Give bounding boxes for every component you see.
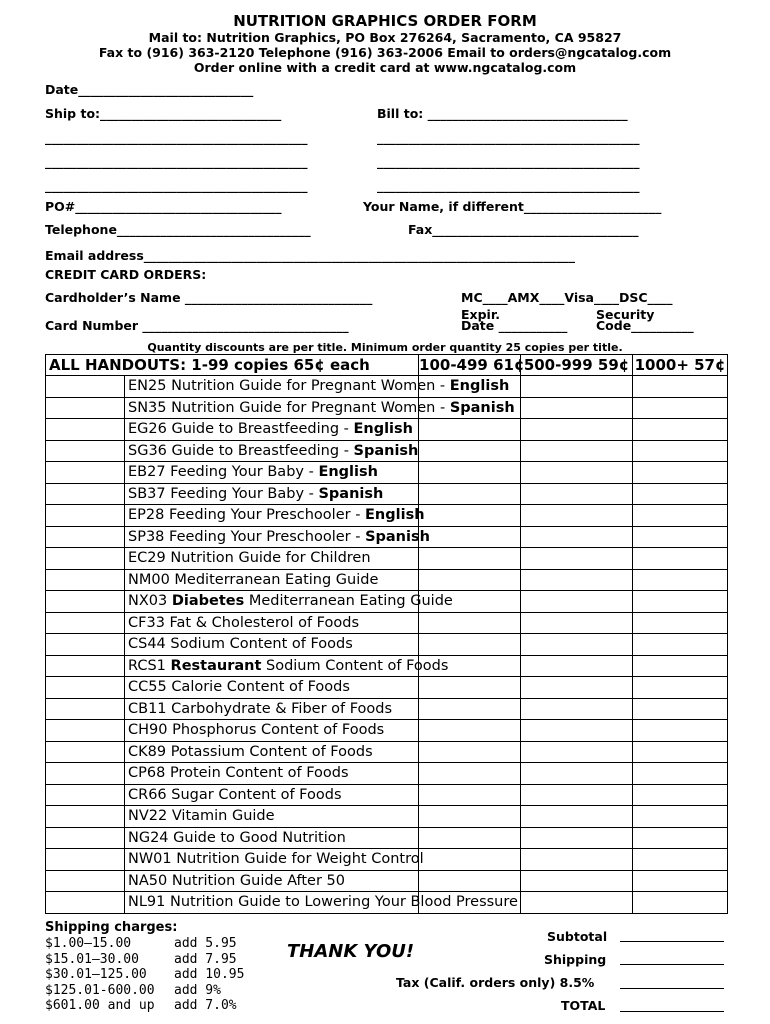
subtotal-input[interactable] <box>620 928 724 942</box>
handout-title-pre: Protein Content of Foods <box>169 765 349 782</box>
table-row <box>46 376 728 398</box>
price-tier-cell[interactable] <box>521 376 633 398</box>
total-label: TOTAL <box>561 998 606 1013</box>
price-tier-cell[interactable] <box>633 870 728 892</box>
price-tier-cell[interactable] <box>419 741 521 763</box>
quantity-cell[interactable] <box>46 698 125 720</box>
shipping-range: $601.00 and up <box>45 998 155 1014</box>
quantity-cell[interactable] <box>46 526 125 548</box>
shipping-range: $15.01–30.00 <box>45 951 139 967</box>
table-row <box>46 526 728 548</box>
handout-title-bold: Spanish <box>353 442 419 459</box>
contact-line: Fax to (916) 363-2120 Telephone (916) 363-2006 Email to orders@ngcatalog.com <box>98 45 672 60</box>
shipping-input[interactable] <box>620 951 724 965</box>
title-cell <box>125 634 419 656</box>
price-tier-cell[interactable] <box>419 634 521 656</box>
title-cell <box>125 849 424 871</box>
ship-to-field[interactable]: Ship to:_____________________________ <box>45 106 282 121</box>
handout-code: CB11 <box>128 700 167 717</box>
table-row <box>46 548 728 570</box>
handout-code: EN25 <box>128 378 167 395</box>
handout-code: NW01 <box>128 851 172 868</box>
handout-title-bold: English <box>449 378 510 395</box>
header-1000-plus: 1000+ 57¢ <box>633 355 728 376</box>
price-tier-cell[interactable] <box>521 440 633 462</box>
quantity-cell[interactable] <box>46 720 125 742</box>
price-tier-cell[interactable] <box>633 741 728 763</box>
shipping-add: add 7.95 <box>174 951 237 967</box>
handout-code: CS44 <box>128 636 166 653</box>
quantity-cell[interactable] <box>46 612 125 634</box>
price-tier-cell[interactable] <box>633 698 728 720</box>
price-tier-cell[interactable] <box>633 763 728 785</box>
price-tier-cell[interactable] <box>633 806 728 828</box>
handout-title-bold: English <box>353 421 413 438</box>
handout-title-pre: Guide to Good Nutrition <box>173 829 346 846</box>
handout-code: NM00 <box>128 571 170 588</box>
title-cell <box>125 569 419 591</box>
handout-title-pre: Feeding Your Preschooler - <box>169 528 366 545</box>
handout-title-bold: Spanish <box>318 485 384 502</box>
quantity-cell[interactable] <box>46 548 125 570</box>
handout-title-bold: Restaurant <box>170 657 262 674</box>
table-row <box>46 612 728 634</box>
title-cell <box>125 655 449 677</box>
price-tier-cell[interactable] <box>633 655 728 677</box>
handout-title-pre: Nutrition Guide for Weight Control <box>176 851 424 868</box>
tax-label: Tax (Calif. orders only) 8.5% <box>396 975 595 990</box>
mail-address: Mail to: Nutrition Graphics, PO Box 276264, Sacramento, CA 95827 <box>148 30 622 45</box>
title-cell <box>125 483 419 505</box>
title-cell <box>125 741 419 763</box>
price-tier-cell[interactable] <box>521 827 633 849</box>
table-row <box>46 677 728 699</box>
handout-code: EP28 <box>128 507 165 524</box>
table-row <box>46 784 728 806</box>
price-tier-cell[interactable] <box>419 849 521 871</box>
price-tier-cell[interactable] <box>633 526 728 548</box>
price-tier-cell[interactable] <box>521 892 633 914</box>
handout-title-bold: Spanish <box>365 528 430 545</box>
title-cell <box>125 827 419 849</box>
bill-to-line-4[interactable]: __________________________________________ <box>377 178 640 193</box>
bill-to-line-2[interactable]: __________________________________________ <box>377 130 640 145</box>
table-row <box>46 870 728 892</box>
card-number-field[interactable]: Card Number _________________________________ <box>45 318 349 333</box>
handout-title-post: Sodium Content of Foods <box>261 657 449 674</box>
shipping-range: $30.01–125.00 <box>45 967 147 983</box>
handout-title-pre: Nutrition Guide After 50 <box>171 872 345 889</box>
handout-title-pre: Mediterranean Eating Guide <box>174 571 379 588</box>
title-cell <box>125 397 515 419</box>
price-tier-cell[interactable] <box>419 870 521 892</box>
handout-title-bold: Spanish <box>449 399 515 416</box>
handout-code: CP68 <box>128 765 166 782</box>
quantity-cell[interactable] <box>46 892 125 914</box>
handout-title-pre: Nutrition Guide for Pregnant Women - <box>171 399 450 416</box>
table-row <box>46 440 728 462</box>
price-tier-cell[interactable] <box>521 634 633 656</box>
shipping-range: $125.01-600.00 <box>45 982 155 998</box>
discount-note: Quantity discounts are per title. Minimum order quantity 25 copies per title. <box>147 341 623 354</box>
handout-title-pre: Fat & Cholesterol of Foods <box>169 614 359 631</box>
handout-code: EC29 <box>128 550 166 567</box>
handout-code: EB27 <box>128 464 166 481</box>
price-tier-cell[interactable] <box>521 784 633 806</box>
security-code-field[interactable]: Code__________ <box>596 318 694 333</box>
price-tier-cell[interactable] <box>521 763 633 785</box>
price-tier-cell[interactable] <box>521 849 633 871</box>
quantity-cell[interactable] <box>46 655 125 677</box>
price-tier-cell[interactable] <box>633 612 728 634</box>
handout-code: CK89 <box>128 743 167 760</box>
cardholder-field[interactable]: Cardholder’s Name ______________________________ <box>45 290 373 305</box>
handout-code: NA50 <box>128 872 168 889</box>
fax-field[interactable]: Fax_________________________________ <box>408 222 639 237</box>
price-tier-cell[interactable] <box>419 483 521 505</box>
handout-title-pre: Feeding Your Baby - <box>170 464 319 481</box>
title-cell <box>125 870 419 892</box>
handout-title-pre: Sugar Content of Foods <box>171 786 342 803</box>
quantity-cell[interactable] <box>46 870 125 892</box>
price-tier-cell[interactable] <box>419 419 521 441</box>
shipping-range: $1.00–15.00 <box>45 936 132 951</box>
table-row <box>46 591 728 613</box>
total-input[interactable] <box>620 998 724 1012</box>
price-tier-cell[interactable] <box>633 440 728 462</box>
title-cell <box>125 376 510 398</box>
handout-title-pre: Sodium Content of Foods <box>170 636 353 653</box>
price-tier-cell[interactable] <box>633 462 728 484</box>
table-row <box>46 505 728 527</box>
shipping-add: add 9% <box>174 982 221 998</box>
handout-code: EG26 <box>128 421 167 438</box>
title-cell <box>125 505 425 527</box>
order-table <box>45 354 728 914</box>
price-tier-cell[interactable] <box>419 526 521 548</box>
table-row <box>46 569 728 591</box>
title-cell <box>125 784 419 806</box>
price-tier-cell[interactable] <box>521 870 633 892</box>
table-row <box>46 849 728 871</box>
ship-to-line-4[interactable]: __________________________________________ <box>45 178 308 193</box>
table-row <box>46 634 728 656</box>
bill-to-field[interactable]: Bill to: ________________________________ <box>377 106 628 121</box>
table-row <box>46 397 728 419</box>
price-tier-cell[interactable] <box>633 634 728 656</box>
form-title: NUTRITION GRAPHICS ORDER FORM <box>233 12 537 30</box>
handout-title-bold: Diabetes <box>171 593 245 610</box>
header-all-handouts: ALL HANDOUTS: 1-99 copies 65¢ each <box>46 355 419 376</box>
table-row <box>46 655 728 677</box>
quantity-cell[interactable] <box>46 505 125 527</box>
online-order-line: Order online with a credit card at www.ngcatalog.com <box>193 60 577 75</box>
quantity-cell[interactable] <box>46 440 125 462</box>
price-tier-cell[interactable] <box>521 419 633 441</box>
title-cell <box>125 677 419 699</box>
price-tier-cell[interactable] <box>419 548 521 570</box>
expir-date-field[interactable]: Date ___________ <box>461 318 568 333</box>
handout-title-pre: Guide to Breastfeeding - <box>171 442 354 459</box>
price-tier-cell[interactable] <box>419 440 521 462</box>
po-field[interactable]: PO#_________________________________ <box>45 199 282 214</box>
price-tier-cell[interactable] <box>521 462 633 484</box>
title-cell <box>125 526 430 548</box>
handout-title-pre: Phosphorus Content of Foods <box>172 722 385 739</box>
price-tier-cell[interactable] <box>633 849 728 871</box>
security-label: Security <box>596 307 655 322</box>
table-row <box>46 892 728 914</box>
table-row <box>46 698 728 720</box>
price-tier-cell[interactable] <box>521 505 633 527</box>
handout-title-pre: Carbohydrate & Fiber of Foods <box>171 700 393 717</box>
handout-code: CC55 <box>128 679 167 696</box>
quantity-cell[interactable] <box>46 569 125 591</box>
title-cell <box>125 591 453 613</box>
handout-code: SB37 <box>128 485 166 502</box>
quantity-cell[interactable] <box>46 741 125 763</box>
email-field[interactable]: Email address_____________________________________________________________________ <box>45 248 576 263</box>
title-cell <box>125 462 419 484</box>
price-tier-cell[interactable] <box>633 505 728 527</box>
table-row <box>46 741 728 763</box>
price-tier-cell[interactable] <box>419 505 521 527</box>
handout-code: SP38 <box>128 528 165 545</box>
price-tier-cell[interactable] <box>521 591 633 613</box>
handout-code: CF33 <box>128 614 165 631</box>
price-tier-cell[interactable] <box>633 720 728 742</box>
price-tier-cell[interactable] <box>633 827 728 849</box>
price-tier-cell[interactable] <box>419 784 521 806</box>
price-tier-cell[interactable] <box>521 397 633 419</box>
shipping-add: add 7.0% <box>174 998 237 1014</box>
table-row <box>46 462 728 484</box>
your-name-field[interactable]: Your Name, if different______________________ <box>363 199 662 214</box>
handout-title-bold: English <box>318 464 378 481</box>
price-tier-cell[interactable] <box>633 784 728 806</box>
header-500-999: 500-999 59¢ <box>521 355 633 376</box>
quantity-cell[interactable] <box>46 591 125 613</box>
price-tier-cell[interactable] <box>419 827 521 849</box>
quantity-cell[interactable] <box>46 806 125 828</box>
expir-label: Expir. <box>461 307 500 322</box>
handout-code: SG36 <box>128 442 167 459</box>
price-tier-cell[interactable] <box>419 806 521 828</box>
handout-code: RCS1 <box>128 657 166 674</box>
price-tier-cell[interactable] <box>521 720 633 742</box>
tax-input[interactable] <box>620 975 724 989</box>
card-type-field[interactable]: MC____AMX____Visa____DSC____ <box>461 290 673 305</box>
title-cell <box>125 612 419 634</box>
price-tier-cell[interactable] <box>633 677 728 699</box>
table-row <box>46 806 728 828</box>
price-tier-cell[interactable] <box>419 462 521 484</box>
title-cell <box>125 763 419 785</box>
price-tier-cell[interactable] <box>633 483 728 505</box>
handout-title-pre: Nutrition Guide to Lowering Your Blood Pressure <box>170 894 518 911</box>
quantity-cell[interactable] <box>46 376 125 398</box>
price-tier-cell[interactable] <box>419 763 521 785</box>
price-tier-cell[interactable] <box>419 569 521 591</box>
price-tier-cell[interactable] <box>419 612 521 634</box>
quantity-cell[interactable] <box>46 827 125 849</box>
title-cell <box>125 548 419 570</box>
handout-code: NV22 <box>128 808 168 825</box>
table-row <box>46 483 728 505</box>
price-tier-cell[interactable] <box>419 698 521 720</box>
handout-code: CH90 <box>128 722 168 739</box>
bill-to-line-3[interactable]: __________________________________________ <box>377 154 640 169</box>
price-tier-cell[interactable] <box>521 741 633 763</box>
price-tier-cell[interactable] <box>521 806 633 828</box>
price-tier-cell[interactable] <box>521 612 633 634</box>
price-tier-cell[interactable] <box>521 698 633 720</box>
handout-title-pre: Potassium Content of Foods <box>170 743 373 760</box>
handout-code: NG24 <box>128 829 169 846</box>
table-row <box>46 827 728 849</box>
quantity-cell[interactable] <box>46 763 125 785</box>
price-tier-cell[interactable] <box>419 720 521 742</box>
price-tier-cell[interactable] <box>521 655 633 677</box>
quantity-cell[interactable] <box>46 849 125 871</box>
quantity-cell[interactable] <box>46 634 125 656</box>
handout-title-post: Mediterranean Eating Guide <box>244 593 453 610</box>
price-tier-cell[interactable] <box>633 419 728 441</box>
price-tier-cell[interactable] <box>633 376 728 398</box>
shipping-title: Shipping charges: <box>45 920 178 935</box>
table-row <box>46 720 728 742</box>
table-row <box>46 419 728 441</box>
handout-code: NX03 <box>128 593 168 610</box>
price-tier-cell[interactable] <box>521 569 633 591</box>
handout-title-bold: English <box>365 507 425 524</box>
table-row <box>46 763 728 785</box>
handout-title-pre: Vitamin Guide <box>171 808 275 825</box>
title-cell <box>125 806 419 828</box>
header-100-499: 100-499 61¢ <box>419 356 525 374</box>
thank-you: THANK YOU! <box>287 941 415 962</box>
subtotal-label: Subtotal <box>547 929 608 944</box>
shipping-add: add 10.95 <box>174 967 245 983</box>
title-cell <box>125 419 419 441</box>
ship-to-line-3[interactable]: __________________________________________ <box>45 154 308 169</box>
price-tier-cell[interactable] <box>521 483 633 505</box>
credit-card-heading: CREDIT CARD ORDERS: <box>45 267 207 282</box>
shipping-add: add 5.95 <box>174 936 237 951</box>
title-cell <box>125 720 419 742</box>
quantity-cell[interactable] <box>46 483 125 505</box>
handout-title-pre: Feeding Your Baby - <box>170 485 319 502</box>
shipping-label: Shipping <box>544 952 607 967</box>
ship-to-line-2[interactable]: __________________________________________ <box>45 130 308 145</box>
price-tier-cell[interactable] <box>633 397 728 419</box>
price-tier-cell[interactable] <box>521 548 633 570</box>
title-cell <box>125 698 419 720</box>
quantity-cell[interactable] <box>46 397 125 419</box>
handout-title-pre: Guide to Breastfeeding - <box>171 421 354 438</box>
quantity-cell[interactable] <box>46 462 125 484</box>
title-cell <box>125 440 419 462</box>
quantity-cell[interactable] <box>46 784 125 806</box>
handout-code: NL91 <box>128 894 166 911</box>
handout-code: CR66 <box>128 786 167 803</box>
price-tier-cell[interactable] <box>419 677 521 699</box>
price-tier-cell[interactable] <box>633 548 728 570</box>
handout-code: SN35 <box>128 399 167 416</box>
telephone-field[interactable]: Telephone_______________________________ <box>45 222 311 237</box>
handout-title-pre: Nutrition Guide for Pregnant Women - <box>171 378 450 395</box>
handout-title-pre: Nutrition Guide for Children <box>170 550 371 567</box>
price-tier-cell[interactable] <box>521 677 633 699</box>
handout-title-pre: Calorie Content of Foods <box>171 679 350 696</box>
price-tier-cell[interactable] <box>633 569 728 591</box>
price-tier-cell[interactable] <box>633 591 728 613</box>
quantity-cell[interactable] <box>46 419 125 441</box>
table-header-row <box>46 355 728 376</box>
quantity-cell[interactable] <box>46 677 125 699</box>
date-field[interactable]: Date____________________________ <box>45 82 254 97</box>
handout-title-pre: Feeding Your Preschooler - <box>168 507 366 524</box>
title-cell <box>125 892 518 914</box>
price-tier-cell[interactable] <box>521 526 633 548</box>
price-tier-cell[interactable] <box>633 892 728 914</box>
